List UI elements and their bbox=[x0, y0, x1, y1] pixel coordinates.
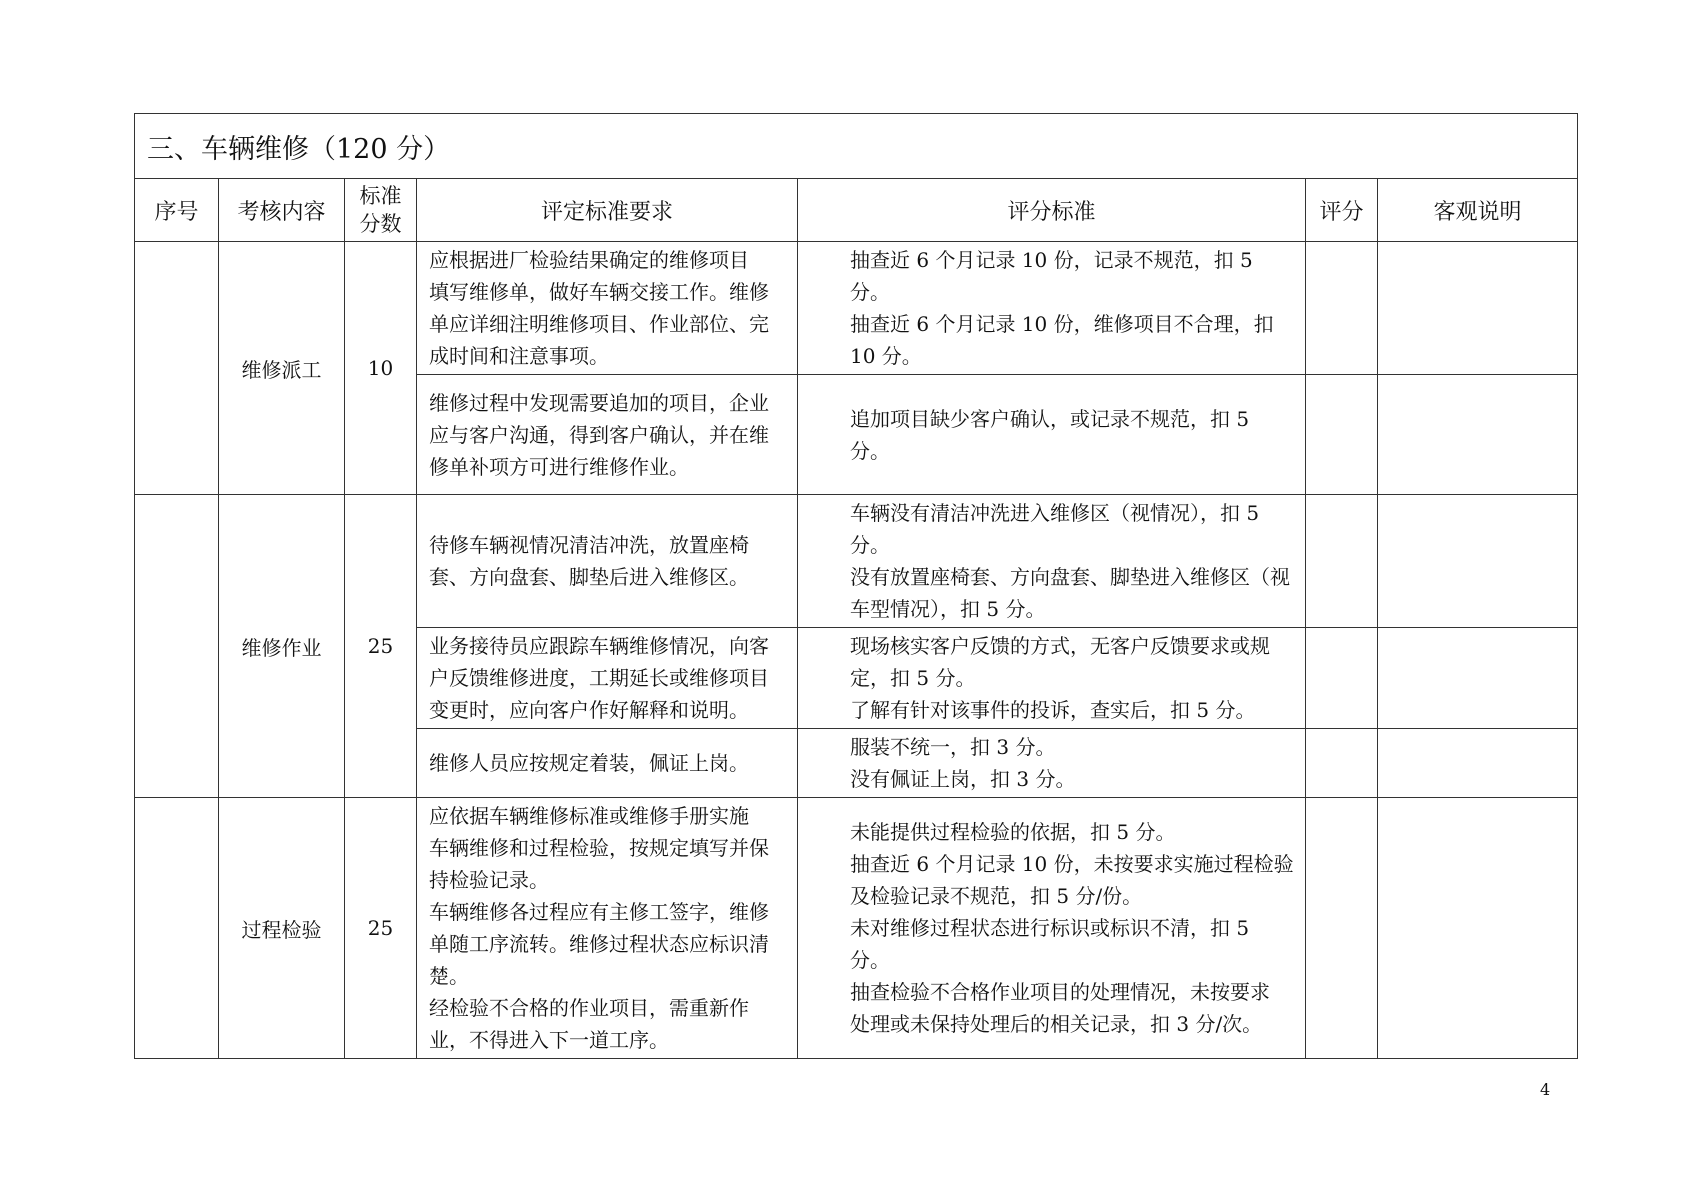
req-line: 套、方向盘套、脚垫后进入维修区。 bbox=[429, 565, 749, 589]
header-row bbox=[135, 179, 1578, 242]
notes-cell[interactable] bbox=[1378, 495, 1578, 628]
seq-cell bbox=[135, 242, 219, 495]
std-line: 定，扣 5 分。 bbox=[850, 666, 976, 690]
req-line: 成时间和注意事项。 bbox=[429, 344, 609, 368]
points-cell: 25 bbox=[345, 495, 417, 798]
header-requirements: 评定标准要求 bbox=[417, 179, 798, 242]
header-standard-points-line1: 标准 bbox=[359, 184, 402, 208]
content-cell: 维修作业 bbox=[219, 495, 345, 798]
req-line: 应与客户沟通，得到客户确认，并在维 bbox=[429, 422, 769, 447]
page-number: 4 bbox=[1540, 1080, 1551, 1099]
criteria-cell bbox=[798, 798, 1306, 1059]
score-cell[interactable] bbox=[1306, 798, 1378, 1059]
score-cell[interactable] bbox=[1306, 242, 1378, 375]
req-line: 持检验记录。 bbox=[429, 868, 549, 892]
std-line: 追加项目缺少客户确认，或记录不规范，扣 5 分。 bbox=[850, 406, 1250, 463]
table-row bbox=[135, 242, 1578, 375]
req-line: 修单补项方可进行维修作业。 bbox=[429, 454, 689, 479]
criteria-cell bbox=[798, 375, 1306, 495]
req-line: 应根据进厂检验结果确定的维修项目 bbox=[429, 248, 749, 272]
notes-cell[interactable] bbox=[1378, 242, 1578, 375]
header-content: 考核内容 bbox=[219, 179, 345, 242]
std-line: 抽查检验不合格作业项目的处理情况，未按要求 bbox=[850, 980, 1270, 1004]
req-line: 应依据车辆维修标准或维修手册实施 bbox=[429, 804, 749, 828]
criteria-cell bbox=[798, 729, 1306, 798]
header-standard-points-line2: 分数 bbox=[359, 212, 402, 236]
std-line: 服装不统一，扣 3 分。 bbox=[850, 735, 1056, 759]
std-line: 没有佩证上岗，扣 3 分。 bbox=[850, 767, 1076, 791]
header-score: 评分 bbox=[1306, 179, 1378, 242]
seq-cell bbox=[135, 798, 219, 1059]
req-line: 维修过程中发现需要追加的项目，企业 bbox=[429, 390, 769, 415]
req-line: 车辆维修和过程检验，按规定填写并保 bbox=[429, 836, 769, 860]
requirement-cell bbox=[417, 628, 798, 729]
std-line: 车型情况），扣 5 分。 bbox=[850, 597, 1046, 621]
criteria-cell bbox=[798, 242, 1306, 375]
points-cell: 10 bbox=[345, 242, 417, 495]
req-line: 楚。 bbox=[429, 964, 469, 988]
req-line: 经检验不合格的作业项目，需重新作 bbox=[429, 996, 749, 1020]
std-line: 及检验记录不规范，扣 5 分/份。 bbox=[850, 884, 1143, 908]
table-row bbox=[135, 798, 1578, 1059]
req-line: 填写维修单，做好车辆交接工作。维修 bbox=[429, 280, 769, 304]
req-line: 户反馈维修进度，工期延长或维修项目 bbox=[429, 666, 769, 690]
std-line: 抽查近 6 个月记录 10 份，未按要求实施过程检验 bbox=[850, 852, 1294, 876]
score-cell[interactable] bbox=[1306, 628, 1378, 729]
std-line: 了解有针对该事件的投诉，查实后，扣 5 分。 bbox=[850, 698, 1256, 722]
std-line: 抽查近 6 个月记录 10 份，记录不规范，扣 5 分。 bbox=[850, 248, 1253, 304]
notes-cell[interactable] bbox=[1378, 628, 1578, 729]
std-line: 分。 bbox=[850, 533, 890, 557]
std-line: 处理或未保持处理后的相关记录，扣 3 分/次。 bbox=[850, 1012, 1263, 1036]
std-line: 车辆没有清洁冲洗进入维修区（视情况），扣 5 bbox=[850, 501, 1260, 525]
std-line: 现场核实客户反馈的方式，无客户反馈要求或规 bbox=[850, 634, 1270, 658]
req-line: 待修车辆视情况清洁冲洗，放置座椅 bbox=[429, 533, 749, 557]
std-line: 未能提供过程检验的依据，扣 5 分。 bbox=[850, 820, 1176, 844]
req-line: 单随工序流转。维修过程状态应标识清 bbox=[429, 932, 769, 956]
criteria-cell bbox=[798, 628, 1306, 729]
score-cell[interactable] bbox=[1306, 495, 1378, 628]
table-row bbox=[135, 495, 1578, 628]
content-cell: 过程检验 bbox=[219, 798, 345, 1059]
score-cell[interactable] bbox=[1306, 375, 1378, 495]
header-notes: 客观说明 bbox=[1378, 179, 1578, 242]
header-seq: 序号 bbox=[135, 179, 219, 242]
req-line: 变更时，应向客户作好解释和说明。 bbox=[429, 698, 749, 722]
std-line: 10 分。 bbox=[850, 344, 922, 368]
req-line: 维修人员应按规定着装，佩证上岗。 bbox=[429, 751, 749, 775]
requirement-cell bbox=[417, 495, 798, 628]
req-line: 业，不得进入下一道工序。 bbox=[429, 1028, 669, 1052]
header-standard-points bbox=[345, 179, 417, 242]
notes-cell[interactable] bbox=[1378, 729, 1578, 798]
req-line: 单应详细注明维修项目、作业部位、完 bbox=[429, 312, 769, 336]
std-line: 抽查近 6 个月记录 10 份，维修项目不合理，扣 bbox=[850, 312, 1274, 336]
points-cell: 25 bbox=[345, 798, 417, 1059]
notes-cell[interactable] bbox=[1378, 798, 1578, 1059]
notes-cell[interactable] bbox=[1378, 375, 1578, 495]
criteria-cell bbox=[798, 495, 1306, 628]
content-cell: 维修派工 bbox=[219, 242, 345, 495]
section-title: 三、车辆维修（120 分） bbox=[135, 114, 1578, 179]
req-line: 车辆维修各过程应有主修工签字，维修 bbox=[429, 900, 769, 924]
std-line: 未对维修过程状态进行标识或标识不清，扣 5 分。 bbox=[850, 916, 1250, 972]
requirement-cell bbox=[417, 729, 798, 798]
requirement-cell bbox=[417, 798, 798, 1059]
score-cell[interactable] bbox=[1306, 729, 1378, 798]
req-line: 业务接待员应跟踪车辆维修情况，向客 bbox=[429, 634, 769, 658]
seq-cell bbox=[135, 495, 219, 798]
evaluation-table bbox=[134, 113, 1578, 1059]
requirement-cell bbox=[417, 375, 798, 495]
header-criteria: 评分标准 bbox=[798, 179, 1306, 242]
requirement-cell bbox=[417, 242, 798, 375]
std-line: 没有放置座椅套、方向盘套、脚垫进入维修区（视 bbox=[850, 565, 1290, 589]
